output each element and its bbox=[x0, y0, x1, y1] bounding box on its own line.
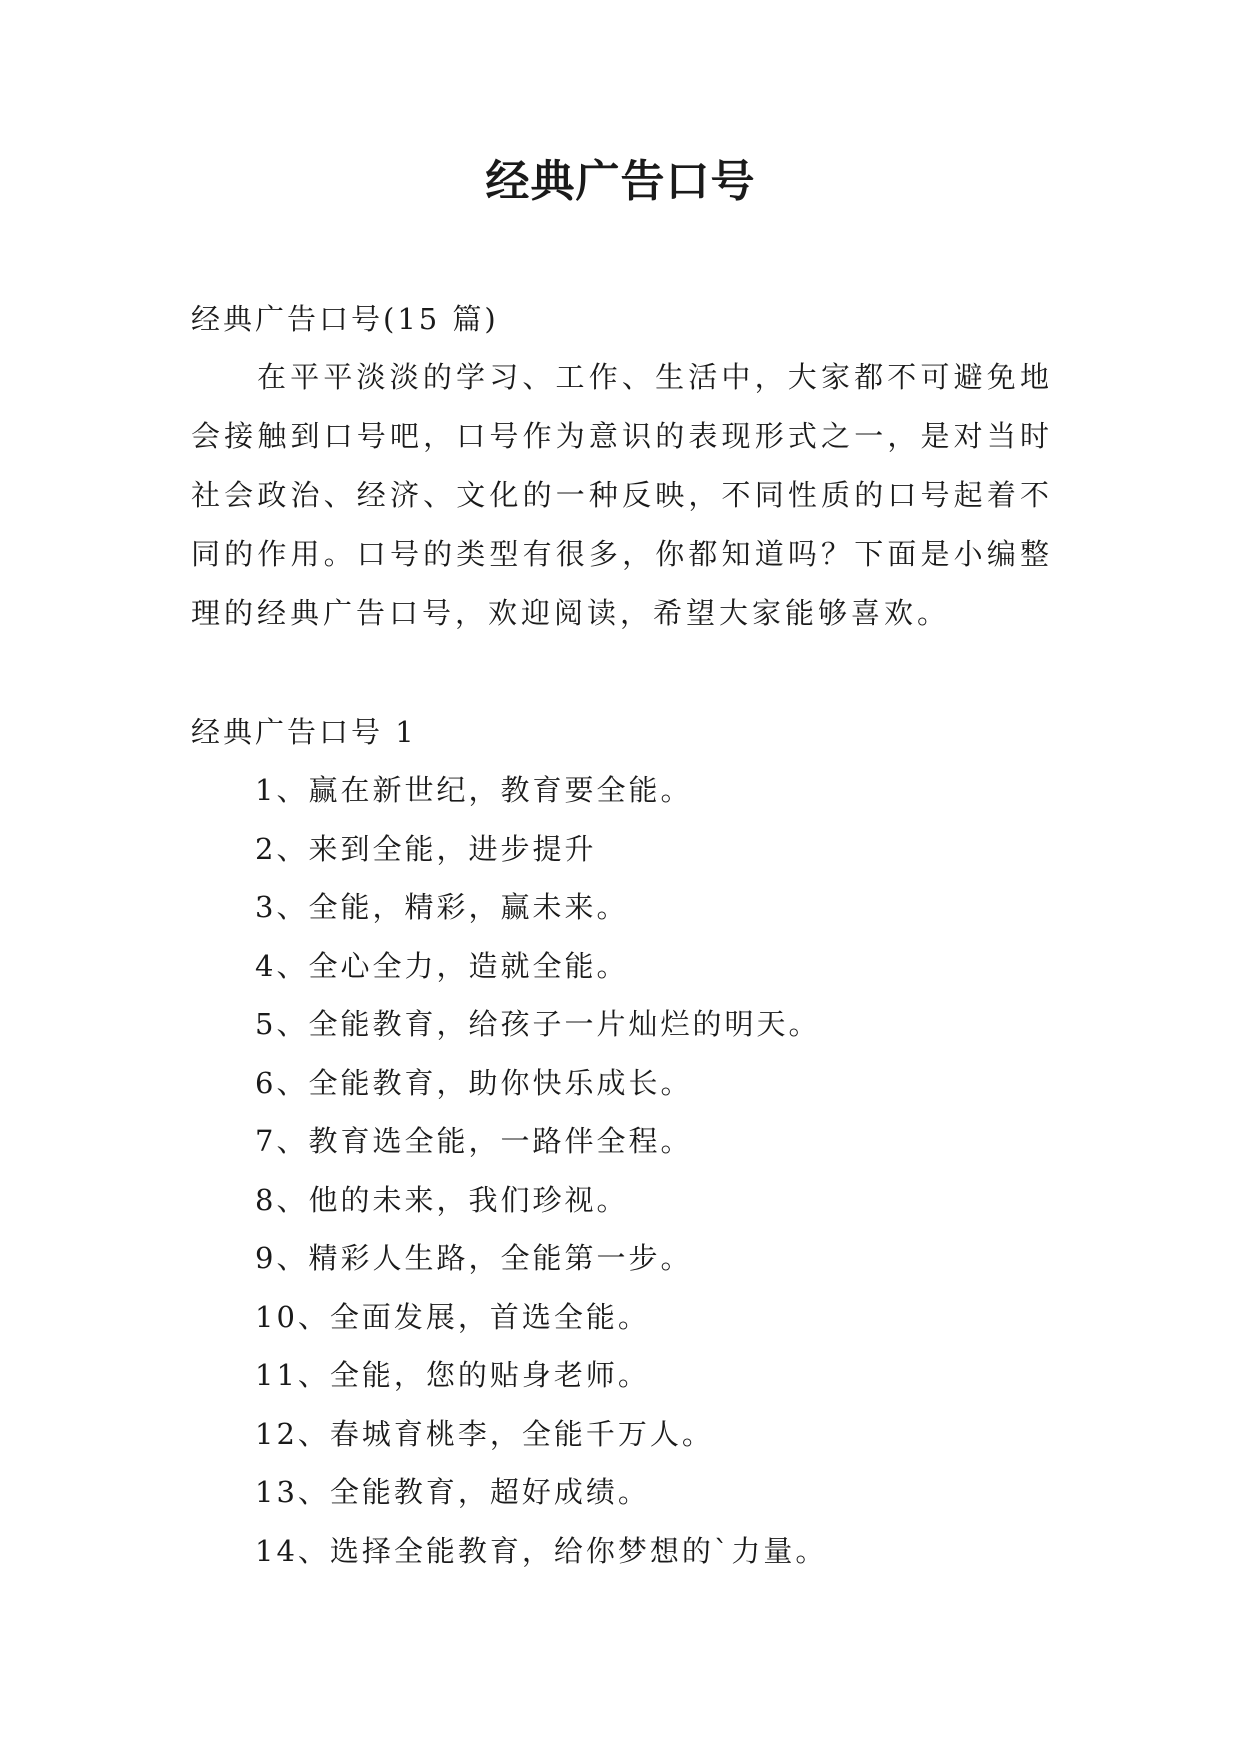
slogan-item: 3、全能，精彩，赢未来。 bbox=[255, 890, 629, 924]
slogan-item: 8、他的未来，我们珍视。 bbox=[255, 1182, 629, 1217]
slogan-item: 7、教育选全能，一路伴全程。 bbox=[255, 1124, 693, 1158]
slogan-item: 5、全能教育，给孩子一片灿烂的明天。 bbox=[255, 1007, 821, 1041]
intro-paragraph: 在平平淡淡的学习、工作、生活中，大家都不可避免地会接触到口号吧，口号作为意识的表现形式之一，是对当时社会政治、经济、文化的一种反映，不同性质的口号起着不同的作用。口号的类型有很多，你都知道吗？下面是小编整理的经典广告口号，欢迎阅读，希望大家能够喜欢。 bbox=[191, 360, 1053, 630]
slogan-item: 13、全能教育，超好成绩。 bbox=[255, 1475, 650, 1509]
slogan-list bbox=[191, 761, 1053, 1580]
document-title: 经典广告口号 bbox=[485, 156, 756, 207]
slogan-item: 9、精彩人生路，全能第一步。 bbox=[255, 1241, 693, 1275]
document-body bbox=[191, 290, 1053, 1580]
section-heading: 经典广告口号 1 bbox=[191, 715, 417, 749]
slogan-item: 11、全能，您的贴身老师。 bbox=[255, 1358, 650, 1392]
document-subtitle: 经典广告口号(15 篇) bbox=[191, 302, 499, 336]
slogan-item: 2、来到全能，进步提升 bbox=[255, 831, 597, 866]
slogan-item: 12、春城育桃李，全能千万人。 bbox=[255, 1416, 714, 1451]
slogan-item: 4、全心全力，造就全能。 bbox=[255, 948, 629, 983]
slogan-item: 1、赢在新世纪，教育要全能。 bbox=[255, 773, 693, 807]
slogan-item: 10、全面发展，首选全能。 bbox=[255, 1299, 650, 1334]
slogan-item: 14、选择全能教育，给你梦想的`力量。 bbox=[255, 1533, 828, 1568]
slogan-item: 6、全能教育，助你快乐成长。 bbox=[255, 1065, 693, 1100]
